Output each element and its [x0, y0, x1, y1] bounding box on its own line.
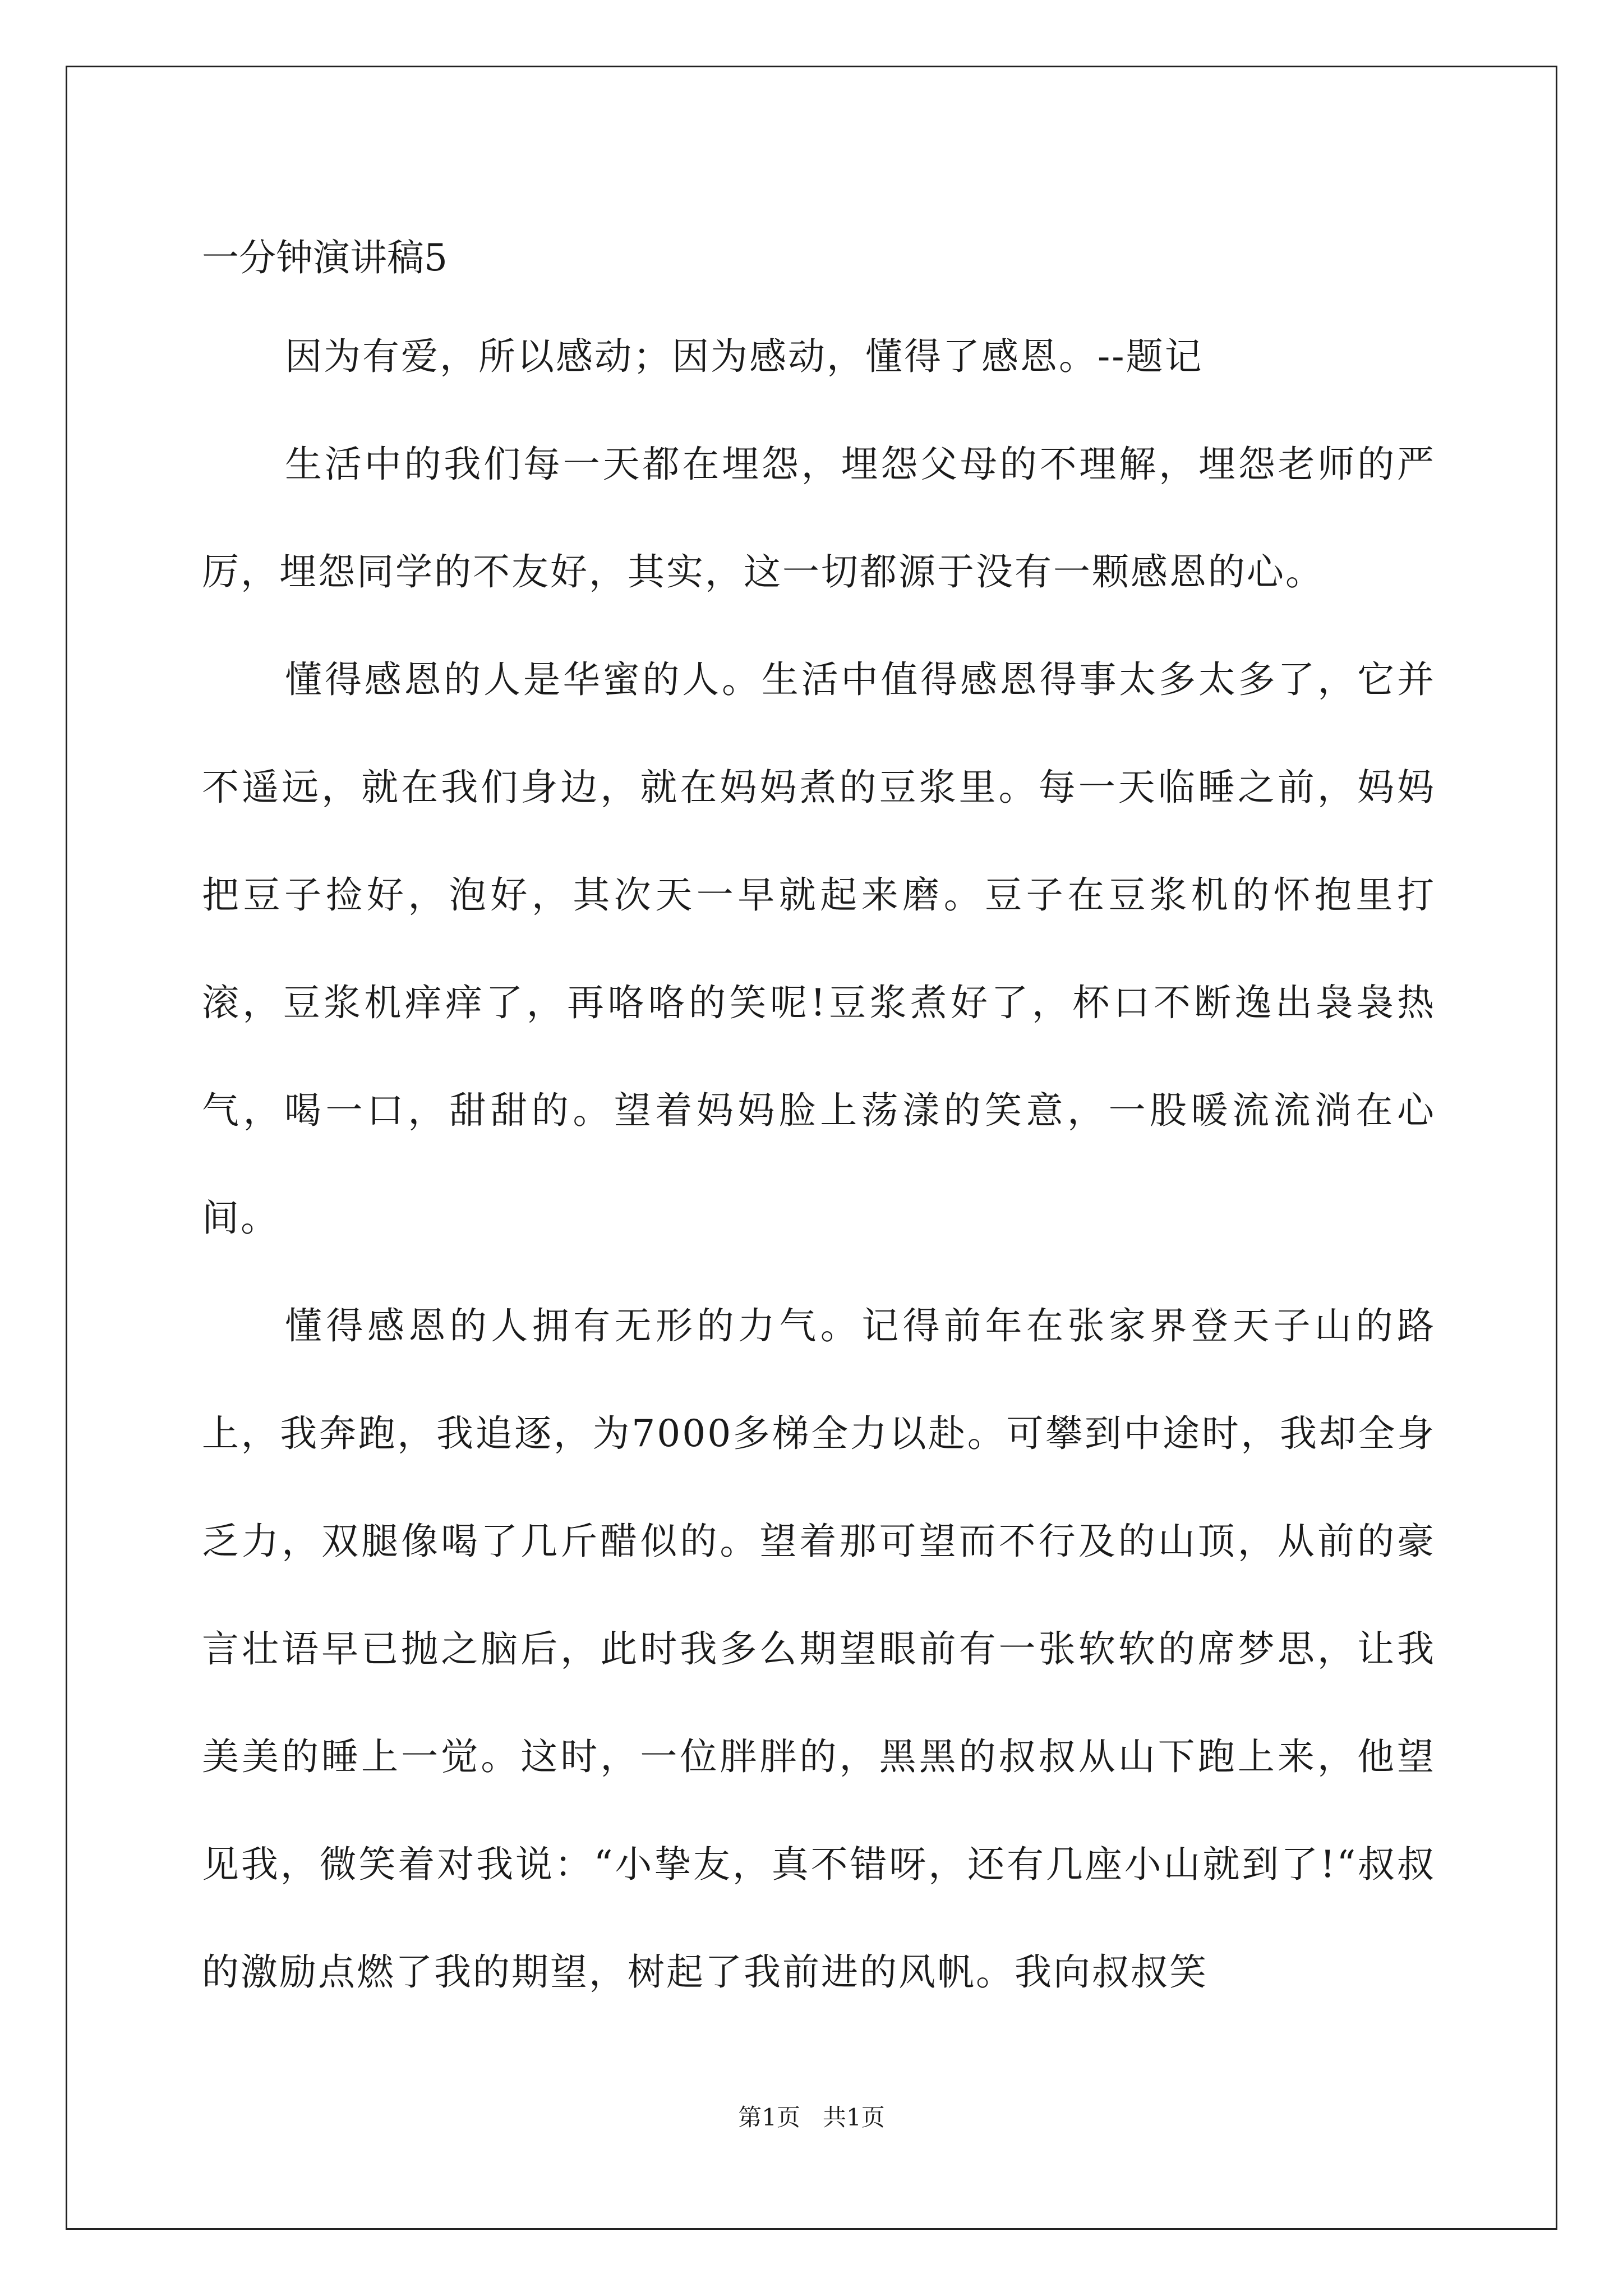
paragraph-epigraph: 因为有爱，所以感动；因为感动，懂得了感恩。--题记: [285, 335, 1204, 378]
page-number-footer: 第1页 共1页: [738, 2104, 885, 2131]
paragraph-complaints: 生活中的我们每一天都在埋怨，埋怨父母的不理解，埋怨老师的严厉，埋怨同学的不友好，其实，这一切都源于没有一颗感恩的心。: [202, 443, 1436, 593]
paragraph-mountain: 懂得感恩的人拥有无形的力气。记得前年在张家界登天子山的路上，我奔跑，我追逐，为7000多梯全力以赴。可攀到中途时，我却全身乏力，双腿像喝了几斤醋似的。望着那可望而不行及的山顶，从前的豪言壮语早已抛之脑后，此时我多么期望眼前有一张软软的席梦思，让我美美的睡上一觉。这时，一位胖胖的，黑黑的叔叔从山下跑上来，他望见我，微笑着对我说：“小挚友，真不错呀，还有几座小山就到了!“叔叔的激励点燃了我的期望，树起了我前进的风帆。我向叔叔笑: [202, 1304, 1436, 1994]
document-body: [202, 213, 1436, 2026]
paragraph-soymilk: 懂得感恩的人是华蜜的人。生活中值得感恩得事太多太多了，它并不遥远，就在我们身边，就在妈妈煮的豆浆里。每一天临睡之前，妈妈把豆子捡好，泡好，其次天一早就起来磨。豆子在豆浆机的怀抱里打滚，豆浆机痒痒了，再咯咯的笑呢!豆浆煮好了，杯口不断逸出袅袅热气，喝一口，甜甜的。望着妈妈脸上荡漾的笑意，一股暖流流淌在心间。: [202, 658, 1436, 1240]
document-title: 一分钟演讲稿5: [202, 236, 448, 279]
